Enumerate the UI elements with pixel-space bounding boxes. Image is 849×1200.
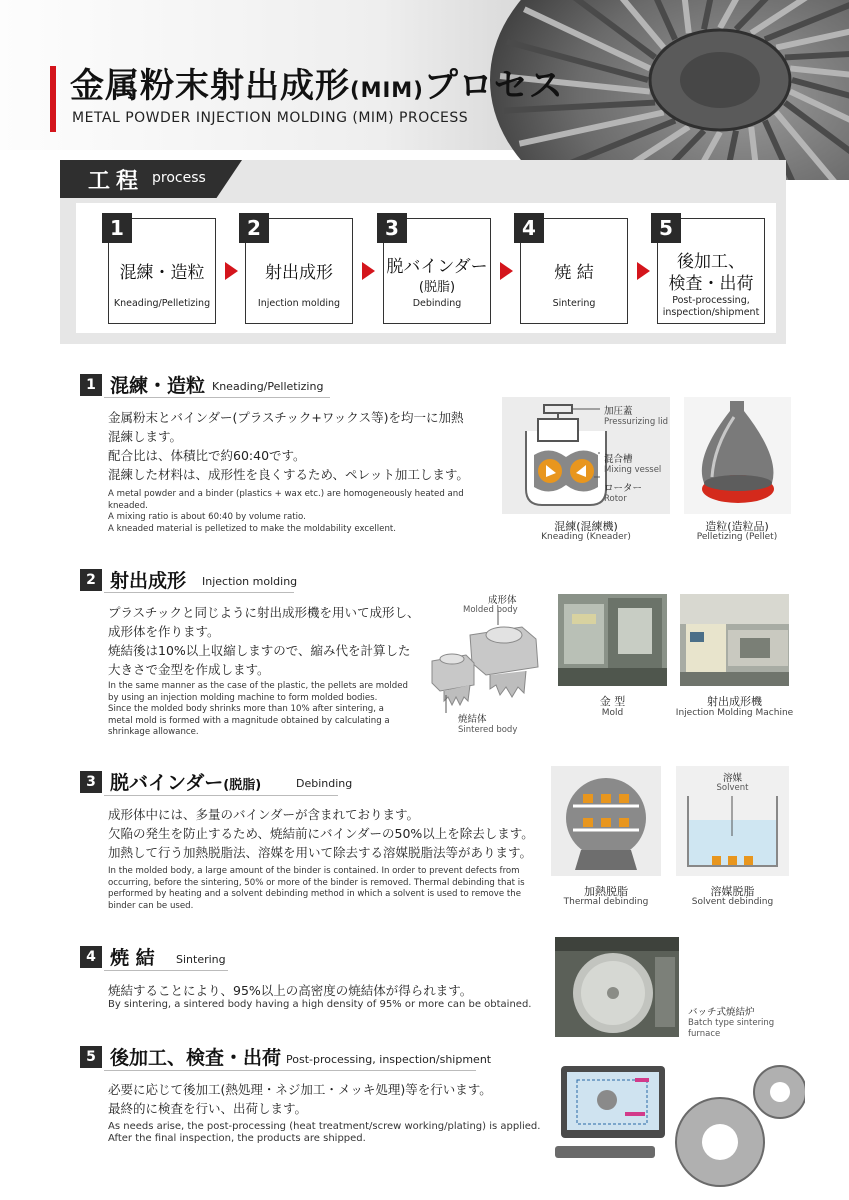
section-body-jp: 金属粉末とバインダー(プラスチック+ワックス等)を均一に加熱 混練します。 配合比は、体積比で約60:40です。 混練した材料は、成形性を良くするため、ペレット加工します。	[108, 410, 469, 482]
section-body-en: As needs arise, the post-processing (heat treatment/screw working/plating) is applied. After the final inspection, the products are shipped.	[108, 1121, 541, 1144]
step-number: 2	[239, 213, 269, 243]
molded-parts-illustration	[426, 605, 556, 715]
section-number: 3	[80, 771, 102, 793]
label-pressurizing-lid: 加圧蓋	[604, 406, 633, 417]
label-sintered-body: 焼結体	[458, 714, 487, 725]
step-label-en: Debinding	[412, 298, 462, 309]
step-label-en: Injection molding	[257, 298, 341, 309]
thermal-debinding-diagram	[551, 766, 661, 876]
pellet-photo	[684, 397, 791, 514]
title-accent-bar	[50, 66, 56, 132]
arrow-icon	[500, 262, 513, 280]
mold-photo	[558, 594, 667, 686]
caption-solvent-debinding-en: Solvent debinding	[691, 897, 774, 907]
section-divider	[104, 397, 330, 398]
step-label-en: Sintering	[552, 298, 596, 309]
section-number: 4	[80, 946, 102, 968]
label-rotor-en: Rotor	[604, 494, 627, 504]
step-label: 混練・造粒	[119, 263, 205, 283]
label-solvent-en: Solvent	[716, 783, 749, 793]
caption-mold-en: Mold	[601, 708, 624, 718]
process-tab-title: 工程	[88, 169, 145, 194]
step-label: 脱バインダー	[386, 257, 488, 277]
step-number: 3	[377, 213, 407, 243]
section-body-jp: 焼結することにより、95%以上の高密度の焼結体が得られます。	[108, 983, 473, 998]
caption-furnace-en: Batch type sintering	[688, 1018, 775, 1028]
label-rotor: ローター	[604, 483, 643, 494]
section-title-en: Kneading/Pelletizing	[212, 380, 324, 393]
section-title: 射出成形	[110, 570, 187, 592]
caption-injection-machine-en: Injection Molding Machine	[675, 708, 794, 718]
section-body-en: In the same manner as the case of the plastic, the pellets are molded by using an injection molding machine to form molded bodies. Since the molded body shrinks more than 10% after sintering, a metal mold is formed with a magnitude obtained by calculating a shrinkage allowance.	[108, 681, 409, 738]
section-body-en: In the molded body, a large amount of the binder is contained. In order to prevent defects from occurring, before the sintering, 50% or more of the binder is removed. Thermal debinding that is performed by heating and a solvent debinding method in which a solvent is used to remove the binder can be used.	[108, 866, 525, 911]
section-divider	[104, 795, 338, 796]
label-molded-body: 成形体	[488, 595, 517, 606]
section-divider	[104, 1070, 476, 1071]
caption-injection-machine: 射出成形機	[707, 695, 762, 708]
section-body-jp: プラスチックと同じように射出成形機を用いて成形し、 成形体を作ります。 焼結後は10%以上収縮しますので、縮み代を計算した 大きさで金型を作成します。	[108, 605, 420, 677]
caption-mold: 金 型	[599, 695, 626, 708]
label-mixing-vessel: 混合槽	[604, 454, 633, 465]
process-tab-subtitle: process	[152, 170, 206, 186]
label-mixing-vessel-en: Mixing vessel	[604, 465, 662, 475]
page-title: 金属粉末射出成形(MIM)プロセス	[70, 66, 564, 106]
sintering-furnace-photo	[555, 937, 679, 1037]
section-divider	[104, 970, 228, 971]
kneader-diagram	[502, 397, 670, 514]
section-body-en: By sintering, a sintered body having a high density of 95% or more can be obtained.	[108, 999, 532, 1010]
step-label-en: Kneading/Pelletizing	[113, 298, 211, 309]
caption-pelletizing-en: Pelletizing (Pellet)	[696, 532, 778, 542]
step-label-en: inspection/shipment	[662, 307, 760, 318]
section-number: 5	[80, 1046, 102, 1068]
section-title: 脱バインダー(脱脂)	[110, 772, 262, 794]
page-subtitle: METAL POWDER INJECTION MOLDING (MIM) PROCESS	[72, 110, 469, 126]
step-label: 後加工、	[677, 252, 745, 272]
section-body-jp: 成形体中には、多量のバインダーが含まれております。 欠陥の発生を防止するため、焼結前にバインダーの50%以上を除去します。 加熱して行う加熱脱脂法、溶媒を用いて除去する溶媒脱脂法等があります。	[108, 807, 534, 860]
label-solvent: 溶媒	[722, 773, 742, 784]
caption-furnace: バッチ式焼結炉	[688, 1007, 755, 1018]
section-title: 焼 結	[110, 947, 155, 969]
caption-kneading-en: Kneading (Kneader)	[541, 532, 631, 542]
section-number: 2	[80, 569, 102, 591]
section-title: 混練・造粒	[110, 375, 206, 397]
label-molded-body-en: Molded body	[463, 605, 518, 615]
section-title-en: Sintering	[176, 953, 226, 966]
step-label: 焼 結	[554, 263, 594, 283]
step-number: 1	[102, 213, 132, 243]
step-label: 射出成形	[265, 263, 333, 283]
label-sintered-body-en: Sintered body	[458, 725, 518, 735]
section-body-jp: 必要に応じて後加工(熱処理・ネジ加工・メッキ処理)等を行います。 最終的に検査を行い、出荷します。	[108, 1082, 492, 1116]
caption-thermal-debinding: 加熱脱脂	[584, 885, 628, 898]
arrow-icon	[362, 262, 375, 280]
step-number: 5	[651, 213, 681, 243]
section-body-en: A metal powder and a binder (plastics + wax etc.) are homogeneously heated and kneaded. A mixing ratio is about 60:40 by volume ratio. A kneaded material is pelletized to make the moldability excellent.	[108, 489, 464, 534]
arrow-icon	[225, 262, 238, 280]
label-pressurizing-lid-en: Pressurizing lid	[604, 417, 669, 427]
section-number: 1	[80, 374, 102, 396]
step-label-sub: 検査・出荷	[668, 274, 754, 294]
section-divider	[104, 592, 294, 593]
caption-thermal-debinding-en: Thermal debinding	[563, 897, 649, 907]
caption-kneading: 混練(混練機)	[554, 520, 618, 533]
arrow-icon	[637, 262, 650, 280]
section-title: 後加工、検査・出荷	[110, 1047, 282, 1069]
caption-solvent-debinding: 溶媒脱脂	[710, 885, 755, 898]
section-title-en: Post-processing, inspection/shipment	[286, 1053, 492, 1066]
caption-pelletizing: 造粒(造粒品)	[705, 520, 769, 533]
injection-machine-photo	[680, 594, 789, 686]
step-number: 4	[514, 213, 544, 243]
section-title-en: Debinding	[296, 777, 353, 790]
step-label-sub: (脱脂)	[418, 280, 456, 295]
step-label-en: Post-processing,	[672, 295, 750, 306]
gears-monitor-illustration	[555, 1060, 805, 1190]
section-title-en: Injection molding	[202, 575, 298, 588]
caption-furnace-en-2: furnace	[688, 1029, 721, 1039]
